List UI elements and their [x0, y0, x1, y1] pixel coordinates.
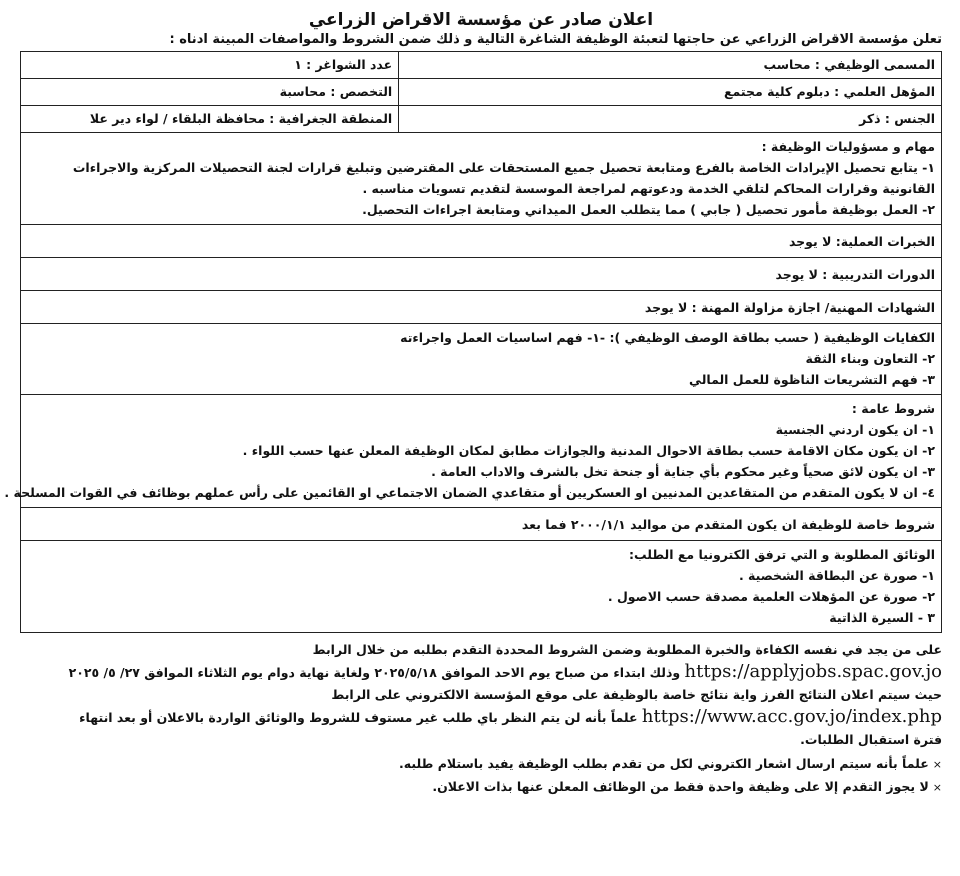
apply-period-end: فترة استقبال الطلبات.	[800, 732, 942, 747]
duties-heading: مهام و مسؤوليات الوظيفة :	[761, 139, 935, 154]
results-line-with-link	[20, 706, 942, 729]
document-item: ١- صورة عن البطاقة الشخصية .	[738, 568, 935, 583]
vacancies-count: عدد الشواغر : ١	[21, 52, 398, 79]
duty-item-continued: القانونية وقرارات المحاكم لتلقي الخدمة ودعوتهم لمراجعة الموسسة لتقديم تسويات مناسبه .	[362, 181, 935, 196]
document-item: ٢- صورة عن المؤهلات العلمية مصدقة حسب الاصول .	[607, 589, 935, 604]
competency-item: ٣- فهم التشريعات الناظوة للعمل المالي	[689, 372, 935, 387]
notes	[20, 753, 942, 799]
competency-item: الكفايات الوظيفية ( حسب بطاقة الوصف الوظيفي ): -١- فهم اساسيات العمل واجراءته	[400, 330, 935, 345]
note-item	[20, 776, 942, 799]
geographic-region: المنطقة الجغرافية : محافظة البلقاء / لواء دير علا	[21, 106, 398, 133]
duty-item: ٢- العمل بوظيفة مأمور تحصيل ( جابي ) مما يتطلب العمل الميداني ومتابعة اجراءات التحصيل.	[362, 202, 935, 217]
note-text: لا يجوز التقدم إلا على وظيفة واحدة فقط من الوظائف المعلن عنها بذات الاعلان.	[432, 779, 929, 794]
document-item: ٣ - السيرة الذاتية	[829, 610, 935, 625]
specialization: التخصص : محاسبة	[21, 79, 398, 106]
apply-dates: وذلك ابتداء من صباح يوم الاحد الموافق ٢٠٢٥/٥/١٨ ولغاية نهاية دوام يوم الثلاثاء الموافق ٢٧/ ٥/ ٢٠٢٥	[68, 665, 681, 680]
note-text: علماً بأنه سيتم ارسال اشعار الكتروني لكل من تقدم بطلب الوظيفة يفيد باستلام طلبه.	[399, 756, 929, 771]
job-title: المسمى الوظيفي : محاسب	[398, 52, 941, 79]
qualification: المؤهل العلمي : دبلوم كلية مجتمع	[398, 79, 941, 106]
courses-text: الدورات التدريبية : لا يوجد	[775, 267, 935, 282]
general-conditions-section	[4, 395, 941, 508]
job-info-grid	[21, 52, 941, 133]
job-details-box	[4, 51, 942, 633]
apply-line: على من يجد في نفسه الكفاءة والخبرة المطلوبة وضمن الشروط المحددة التقدم بطلبه من خلال الرابط	[312, 642, 942, 657]
gender: الجنس : ذكر	[398, 106, 941, 133]
documents-section	[21, 541, 941, 632]
certificates-text: الشهادات المهنية/ اجازة مزاولة المهنة : لا يوجد	[644, 300, 935, 315]
competency-item: ٢- التعاون وبناء الثقة	[805, 351, 935, 366]
special-conditions-section	[21, 508, 941, 541]
experience-text: الخبرات العملية: لا يوجد	[788, 234, 935, 249]
apply-line-with-link	[20, 661, 942, 684]
condition-item: ٤- ان لا يكون المتقدم من المتقاعدين المدنيين او العسكريين أو متقاعدي الضمان الاجتماعي او القائمين على رأس عملهم بوظائف في القوات المسلحة .	[4, 485, 935, 500]
condition-item: ٢- ان يكون مكان الاقامة حسب بطاقة الاحوال المدنية والجوازات مطابق لمكان الوظيفة المعلن عنها حسب اللواء .	[242, 443, 935, 458]
results-line: حيث سيتم اعلان النتائج الفرز واية نتائج خاصة بالوظيفة على موقع المؤسسة الالكتروني على الرابط	[331, 687, 942, 702]
results-note: علماً بأنه لن يتم النظر باي طلب غير مستوف للشروط والوثائق الواردة بالاعلان أو بعد انتهاء	[79, 710, 638, 725]
announcement-intro: تعلن مؤسسة الاقراض الزراعي عن حاجتها لتعبئة الوظيفة الشاغرة التالية و ذلك ضمن الشروط والمواصفات المبينة ادناه :	[169, 32, 942, 47]
duty-item: ١- يتابع تحصيل الإيرادات الخاصة بالفرع ومتابعة تحصيل جميع المستحقات على المقترضين وتبليغ قرارات لجنة التحصيلات المركزية والاجراءات	[72, 160, 935, 175]
announcement-title: اعلان صادر عن مؤسسة الاقراض الزراعي	[308, 10, 654, 30]
note-item	[20, 753, 942, 776]
bullet-x-icon: ×	[932, 758, 942, 771]
job-announcement	[4, 8, 948, 872]
documents-heading: الوثائق المطلوبة و التي ترفق الكترونيا مع الطلب:	[629, 547, 935, 562]
condition-item: ٣- ان يكون لائق صحياً وغير محكوم بأي جناية أو جنحة تخل بالشرف والاداب العامة .	[431, 464, 935, 479]
special-conditions-text: شروط خاصة للوظيفة ان يكون المتقدم من مواليد ٢٠٠٠/١/١ فما بعد	[521, 517, 935, 532]
competencies-section	[21, 324, 941, 395]
results-link[interactable]: https://www.acc.gov.jo/index.php	[641, 706, 942, 727]
general-conditions-heading: شروط عامة :	[851, 401, 935, 416]
experience-section	[21, 225, 941, 258]
bullet-x-icon: ×	[932, 781, 942, 794]
apply-link[interactable]: https://applyjobs.spac.gov.jo	[684, 661, 942, 682]
application-instructions	[20, 639, 942, 751]
courses-section	[21, 258, 941, 291]
duties-section	[21, 133, 941, 225]
condition-item: ١- ان يكون اردني الجنسية	[775, 422, 935, 437]
certificates-section	[21, 291, 941, 324]
